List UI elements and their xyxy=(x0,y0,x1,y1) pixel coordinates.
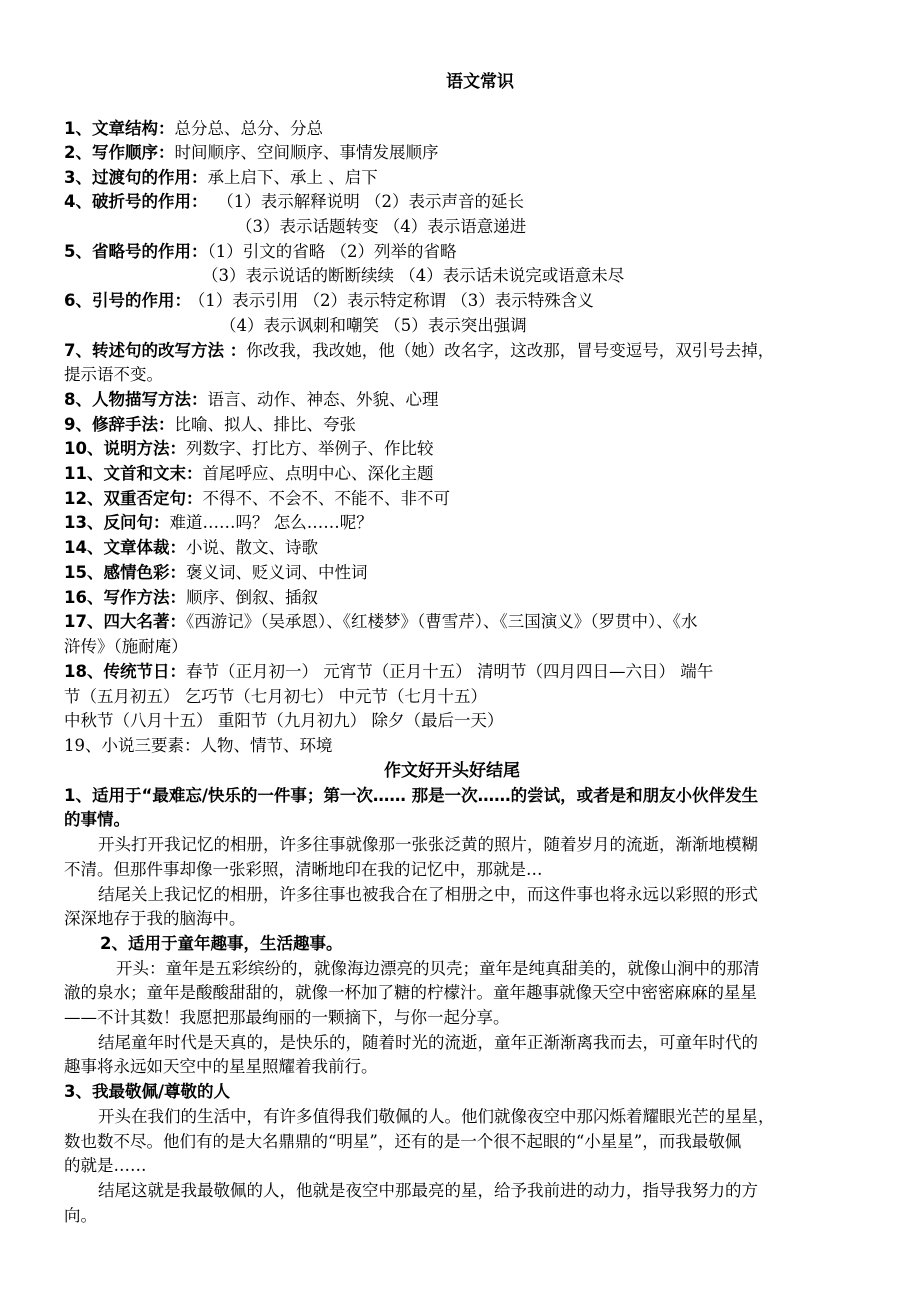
essay-section-2-ending-text: 童年时代是天真的，是快乐的，随着时光的流逝，童年正渐渐离我而去，可童年时代的 xyxy=(131,1033,758,1052)
essay-section-3-opening-text: 在我们的生活中，有许多值得我们敬佩的人。他们就像夜空中那闪烁着耀眼光芒的星星， xyxy=(131,1107,775,1126)
item-14-label: 14、文章体裁： xyxy=(64,538,186,557)
page-title: 语文常识 xyxy=(446,72,514,92)
essay-section-1-opening-continuation: 不清。但那件事却像一张彩照，清晰地印在我的记忆中，那就是… xyxy=(64,860,543,879)
essay-section-1-heading: 1、适用于“最难忘/快乐的一件事；第一次…… 那是一次……的尝试，或者是和朋友小伙伴发生 xyxy=(64,786,759,805)
essay-section-1-ending xyxy=(98,883,758,907)
item-11-label: 11、文首和文末： xyxy=(64,464,203,483)
item-9 xyxy=(64,413,356,437)
item-11 xyxy=(64,462,433,486)
essay-section-1-opening-label: 开头 xyxy=(98,835,131,854)
essay-section-3-opening-label: 开头 xyxy=(98,1107,131,1126)
item-13 xyxy=(64,511,373,535)
item-4-text: （1）表示解释说明 （2）表示声音的延长 xyxy=(225,192,524,211)
item-4 xyxy=(64,190,524,214)
essay-section-1-opening xyxy=(98,833,758,857)
item-18-label: 18、传统节日： xyxy=(64,662,186,681)
item-1-text: 总分总、总分、分总 xyxy=(174,119,323,138)
essay-section-1-heading-continuation: 的事情。 xyxy=(64,810,130,829)
item-13-text: 难道……吗？ 怎么……呢？ xyxy=(169,513,373,532)
item-7 xyxy=(64,339,774,363)
item-12-text: 不得不、不会不、不能不、非不可 xyxy=(202,489,450,508)
item-5 xyxy=(64,240,456,264)
essay-section-2-heading: 2、适用于童年趣事，生活趣事。 xyxy=(100,934,343,953)
item-14-text: 小说、散文、诗歌 xyxy=(185,538,318,557)
item-15-text: 褒义词、贬义词、中性词 xyxy=(185,563,368,582)
item-5-label: 5、省略号的作用： xyxy=(64,242,208,261)
essay-section-3-ending-continuation: 向。 xyxy=(64,1206,97,1225)
item-4-label: 4、破折号的作用： xyxy=(64,192,208,211)
item-4-continuation: （3）表示话题转变 （4）表示语意递进 xyxy=(236,217,527,236)
item-5-text: （1）引文的省略 （2）列举的省略 xyxy=(207,242,457,261)
item-15-label: 15、感情色彩： xyxy=(64,563,186,582)
item-5-continuation: （3）表示说话的断断续续 （4）表示话未说完或语意未尽 xyxy=(202,266,625,285)
essay-section-2-opening-text: 童年是五彩缤纷的，就像海边漂亮的贝壳；童年是纯真甜美的，就像山涧中的那清 xyxy=(165,959,760,978)
item-16-text: 顺序、倒叙、插叙 xyxy=(185,588,318,607)
item-17 xyxy=(64,610,697,634)
essay-section-1-opening-text: 打开我记忆的相册，许多往事就像那一张张泛黄的照片，随着岁月的流逝，渐渐地模糊 xyxy=(131,835,758,854)
essay-section-1-ending-text: 关上我记忆的相册，许多往事也被我合在了相册之中，而这件事也将永远以彩照的形式 xyxy=(131,885,758,904)
essay-section-2-opening-continuation-2: ——不计其数！我愿把那最绚丽的一颗摘下，与你一起分享。 xyxy=(64,1008,510,1027)
item-6 xyxy=(64,289,594,313)
essay-section-1-ending-continuation: 深深地存于我的脑海中。 xyxy=(64,909,246,928)
item-11-text: 首尾呼应、点明中心、深化主题 xyxy=(202,464,434,483)
essay-section-3-opening xyxy=(98,1105,775,1129)
item-16 xyxy=(64,586,318,610)
essay-section-3-heading: 3、我最敬佩/尊敬的人 xyxy=(64,1082,231,1101)
essay-section-3-ending-label: 结尾 xyxy=(98,1181,131,1200)
item-1-label: 1、文章结构： xyxy=(64,119,175,138)
item-6-text: （1）表示引用 （2）表示特定称谓 （3）表示特殊含义 xyxy=(196,291,594,310)
essay-section-2-opening-continuation: 澈的泉水；童年是酸酸甜甜的，就像一杯加了糖的柠檬汁。童年趣事就像天空中密密麻麻的星星 xyxy=(64,983,757,1002)
item-3-label: 3、过渡句的作用： xyxy=(64,168,208,187)
item-9-label: 9、修辞手法： xyxy=(64,415,175,434)
item-18 xyxy=(64,660,713,684)
item-2-label: 2、写作顺序： xyxy=(64,143,175,162)
essay-section-3-opening-continuation: 数也数不尽。他们有的是大名鼎鼎的“明星”，还有的是一个很不起眼的“小星星”，而我最敬佩 xyxy=(64,1132,742,1151)
item-3 xyxy=(64,166,378,190)
item-16-label: 16、写作方法： xyxy=(64,588,186,607)
essay-section-2-ending-label: 结尾 xyxy=(98,1033,131,1052)
item-18-continuation-2: 中秋节（八月十五） 重阳节（九月初九） 除夕（最后一天） xyxy=(64,711,504,730)
item-8-text: 语言、动作、神态、外貌、心理 xyxy=(207,390,439,409)
item-8-label: 8、人物描写方法： xyxy=(64,390,208,409)
item-10-label: 10、说明方法： xyxy=(64,439,186,458)
item-7-continuation: 提示语不变。 xyxy=(64,365,163,384)
item-18-continuation: 节（五月初五） 乞巧节（七月初七） 中元节（七月十五） xyxy=(64,687,487,706)
item-12-label: 12、双重否定句： xyxy=(64,489,203,508)
item-13-label: 13、反问句： xyxy=(64,513,170,532)
item-17-text: 《西游记》（吴承恩）、《红楼梦》（曹雪芹）、《三国演义》（罗贯中）、《水 xyxy=(185,612,698,631)
essay-heading: 作文好开头好结尾 xyxy=(384,761,520,781)
item-2 xyxy=(64,141,438,165)
essay-section-2-opening-label: 开头： xyxy=(116,959,166,978)
item-6-label: 6、引号的作用： xyxy=(64,291,191,310)
item-7-label: 7、转述句的改写方法 ： xyxy=(64,341,247,360)
essay-section-3-opening-continuation-2: 的就是…… xyxy=(64,1156,147,1175)
item-10 xyxy=(64,437,433,461)
item-15 xyxy=(64,561,367,585)
item-8 xyxy=(64,388,438,412)
item-17-label: 17、四大名著： xyxy=(64,612,186,631)
essay-section-1-ending-label: 结尾 xyxy=(98,885,131,904)
item-12 xyxy=(64,487,450,511)
item-10-text: 列数字、打比方、举例子、作比较 xyxy=(185,439,434,458)
essay-section-2-ending xyxy=(98,1031,758,1055)
essay-section-3-ending-text: 这就是我最敬佩的人，他就是夜空中那最亮的星，给予我前进的动力，指导我努力的方 xyxy=(131,1181,758,1200)
item-7-text: 你改我，我改她，他（她）改名字，这改那，冒号变逗号，双引号去掉， xyxy=(246,341,775,360)
item-17-continuation: 浒传》（施耐庵） xyxy=(64,637,188,656)
item-18-text: 春节（正月初一） 元宵节（正月十五） 清明节（四月四日—六日） 端午 xyxy=(185,662,714,681)
essay-section-3-ending xyxy=(98,1179,758,1203)
essay-section-2-ending-continuation: 趣事将永远如天空中的星星照耀着我前行。 xyxy=(64,1057,378,1076)
item-1 xyxy=(64,117,323,141)
item-6-continuation: （4）表示讽刺和嘲笑 （5）表示突出强调 xyxy=(220,316,527,335)
item-14 xyxy=(64,536,318,560)
item-2-text: 时间顺序、空间顺序、事情发展顺序 xyxy=(174,143,439,162)
essay-section-2-opening xyxy=(116,957,760,981)
item-3-text: 承上启下、承上 、启下 xyxy=(207,168,378,187)
item-9-text: 比喻、拟人、排比、夸张 xyxy=(174,415,356,434)
item-19: 19、小说三要素：人物、情节、环境 xyxy=(64,736,333,755)
